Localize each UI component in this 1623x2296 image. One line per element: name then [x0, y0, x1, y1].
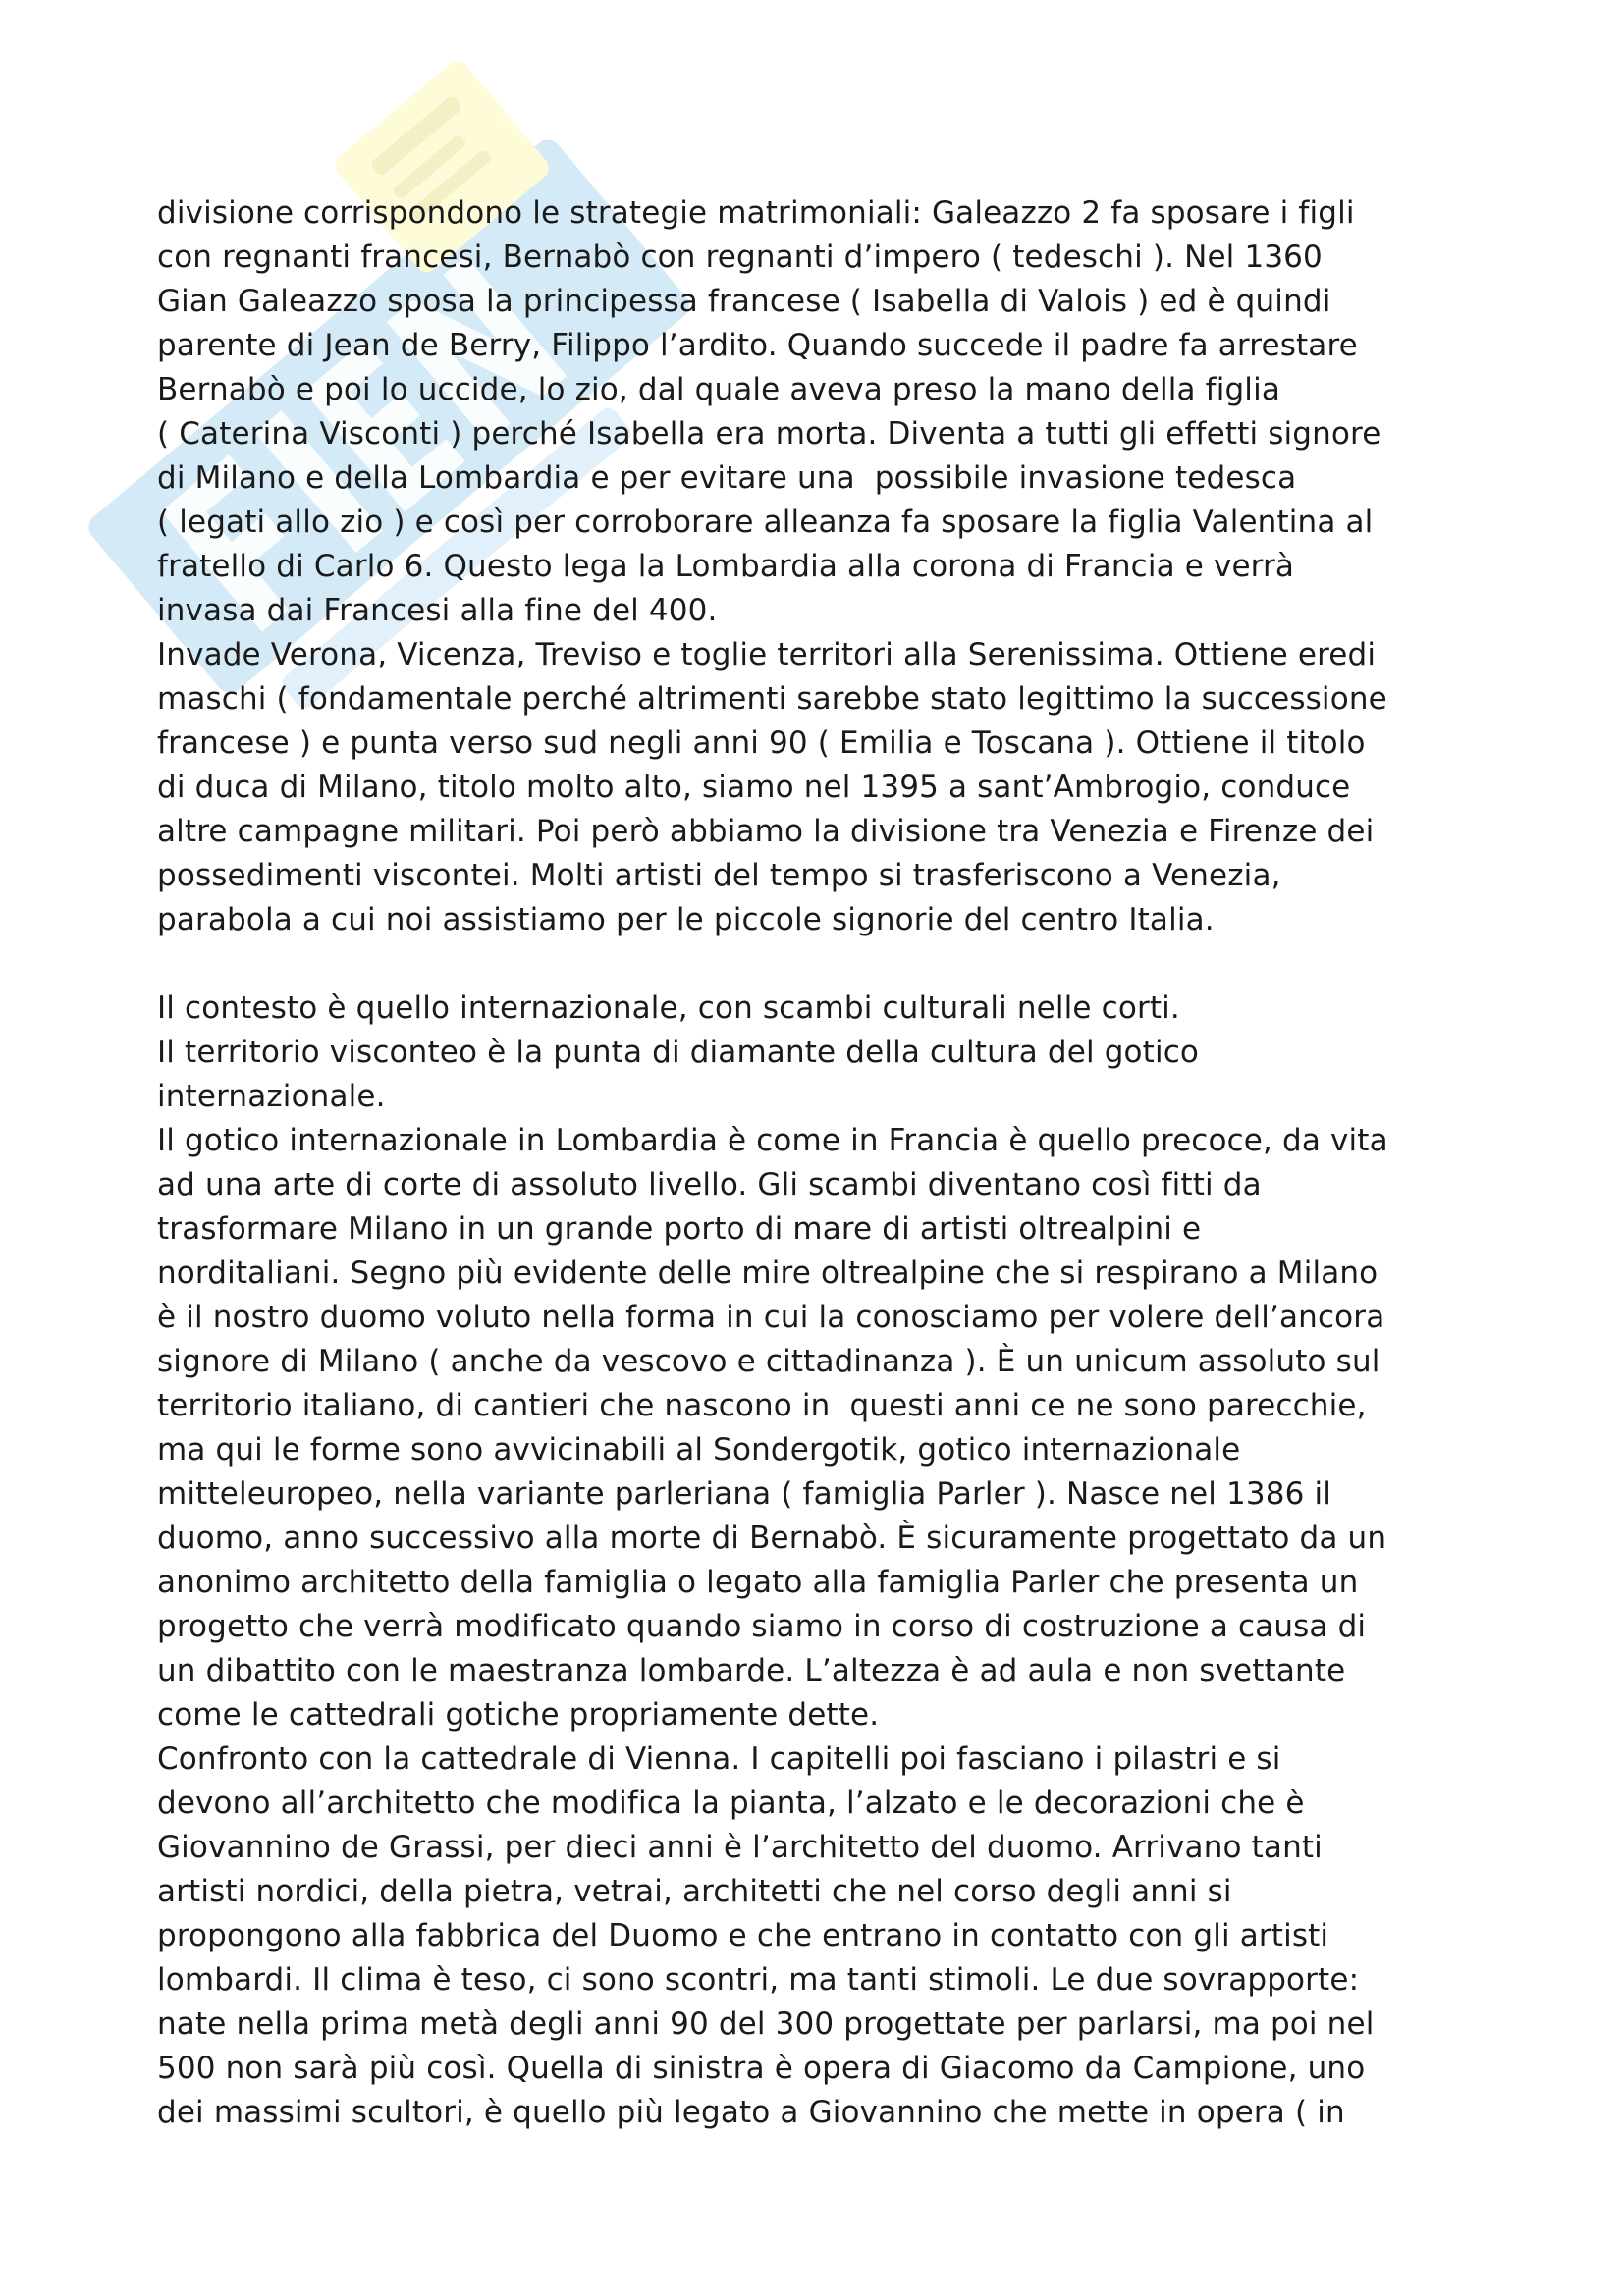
text-line: Giovannino de Grassi, per dieci anni è l’architetto del duomo. Arrivano tanti: [157, 1830, 1323, 1865]
text-line: propongono alla fabbrica del Duomo e che entrano in contatto con gli artisti: [157, 1918, 1329, 1953]
text-line: Il gotico internazionale in Lombardia è come in Francia è quello precoce, da vita: [157, 1123, 1388, 1158]
text-line: un dibattito con le maestranza lombarde. L’altezza è ad aula e non svettante: [157, 1653, 1346, 1688]
text-line: norditaliani. Segno più evidente delle mire oltrealpine che si respirano a Milano: [157, 1255, 1379, 1291]
text-line: ma qui le forme sono avvicinabili al Sondergotik, gotico internazionale: [157, 1432, 1241, 1468]
text-line: Gian Galeazzo sposa la principessa francese ( Isabella di Valois ) ed è quindi: [157, 284, 1331, 319]
text-line: ( legati allo zio ) e così per corroborare alleanza fa sposare la figlia Valentina al: [157, 505, 1374, 540]
text-line: lombardi. Il clima è teso, ci sono scontri, ma tanti stimoli. Le due sovrapporte:: [157, 1962, 1360, 1998]
text-line: artisti nordici, della pietra, vetrai, architetti che nel corso degli anni si: [157, 1874, 1232, 1909]
text-line: maschi ( fondamentale perché altrimenti sarebbe stato legittimo la successione: [157, 681, 1387, 717]
document-body: [157, 191, 1492, 2135]
text-line: con regnanti francesi, Bernabò con regnanti d’impero ( tedeschi ). Nel 1360: [157, 240, 1323, 275]
text-line: Il contesto è quello internazionale, con scambi culturali nelle corti.: [157, 990, 1180, 1026]
text-line: progetto che verrà modificato quando siamo in corso di costruzione a causa di: [157, 1609, 1367, 1644]
text-line: di Milano e della Lombardia e per evitare una possibile invasione tedesca: [157, 460, 1297, 496]
text-line: francese ) e punta verso sud negli anni 90 ( Emilia e Toscana ). Ottiene il titolo: [157, 725, 1366, 761]
text-line: fratello di Carlo 6. Questo lega la Lombardia alla corona di Francia e verrà: [157, 549, 1295, 584]
text-line: mitteleuropeo, nella variante parleriana ( famiglia Parler ). Nasce nel 1386 il: [157, 1476, 1332, 1512]
text-line: parabola a cui noi assistiamo per le piccole signorie del centro Italia.: [157, 902, 1215, 937]
text-line: trasformare Milano in un grande porto di mare di artisti oltrealpini e: [157, 1211, 1202, 1247]
text-line: come le cattedrali gotiche propriamente dette.: [157, 1697, 880, 1733]
text-line: parente di Jean de Berry, Filippo l’ardito. Quando succede il padre fa arrestare: [157, 328, 1358, 363]
text-line: Confronto con la cattedrale di Vienna. I capitelli poi fasciano i pilastri e si: [157, 1741, 1281, 1777]
paragraph-gap: [157, 942, 1492, 987]
text-line: di duca di Milano, titolo molto alto, siamo nel 1395 a sant’Ambrogio, conduce: [157, 770, 1351, 805]
text-line: Bernabò e poi lo uccide, lo zio, dal quale aveva preso la mano della figlia: [157, 372, 1280, 407]
text-line: signore di Milano ( anche da vescovo e cittadinanza ). È un unicum assoluto sul: [157, 1344, 1380, 1379]
text-line: Invade Verona, Vicenza, Treviso e toglie territori alla Serenissima. Ottiene eredi: [157, 637, 1377, 672]
text-line: invasa dai Francesi alla fine del 400.: [157, 593, 718, 628]
text-line: devono all’architetto che modifica la pianta, l’alzato e le decorazioni che è: [157, 1786, 1305, 1821]
text-line: è il nostro duomo voluto nella forma in cui la conosciamo per volere dell’ancora: [157, 1300, 1385, 1335]
text-line: nate nella prima metà degli anni 90 del 300 progettate per parlarsi, ma poi nel: [157, 2006, 1375, 2042]
text-line: duomo, anno successivo alla morte di Bernabò. È sicuramente progettato da un: [157, 1521, 1387, 1556]
text-line: 500 non sarà più così. Quella di sinistra è opera di Giacomo da Campione, uno: [157, 2051, 1366, 2086]
text-line: Il territorio visconteo è la punta di diamante della cultura del gotico: [157, 1035, 1200, 1070]
text-line: altre campagne militari. Poi però abbiamo la divisione tra Venezia e Firenze dei: [157, 814, 1375, 849]
text-line: divisione corrispondono le strategie matrimoniali: Galeazzo 2 fa sposare i figli: [157, 195, 1355, 231]
text-line: internazionale.: [157, 1079, 386, 1114]
text-line: possedimenti viscontei. Molti artisti del tempo si trasferiscono a Venezia,: [157, 858, 1281, 893]
text-line: territorio italiano, di cantieri che nascono in questi anni ce ne sono parecchie,: [157, 1388, 1367, 1423]
text-line: anonimo architetto della famiglia o legato alla famiglia Parler che presenta un: [157, 1565, 1359, 1600]
text-line: ( Caterina Visconti ) perché Isabella era morta. Diventa a tutti gli effetti signore: [157, 416, 1381, 452]
text-line: dei massimi scultori, è quello più legato a Giovannino che mette in opera ( in: [157, 2095, 1345, 2130]
text-line: ad una arte di corte di assoluto livello. Gli scambi diventano così fitti da: [157, 1167, 1262, 1202]
